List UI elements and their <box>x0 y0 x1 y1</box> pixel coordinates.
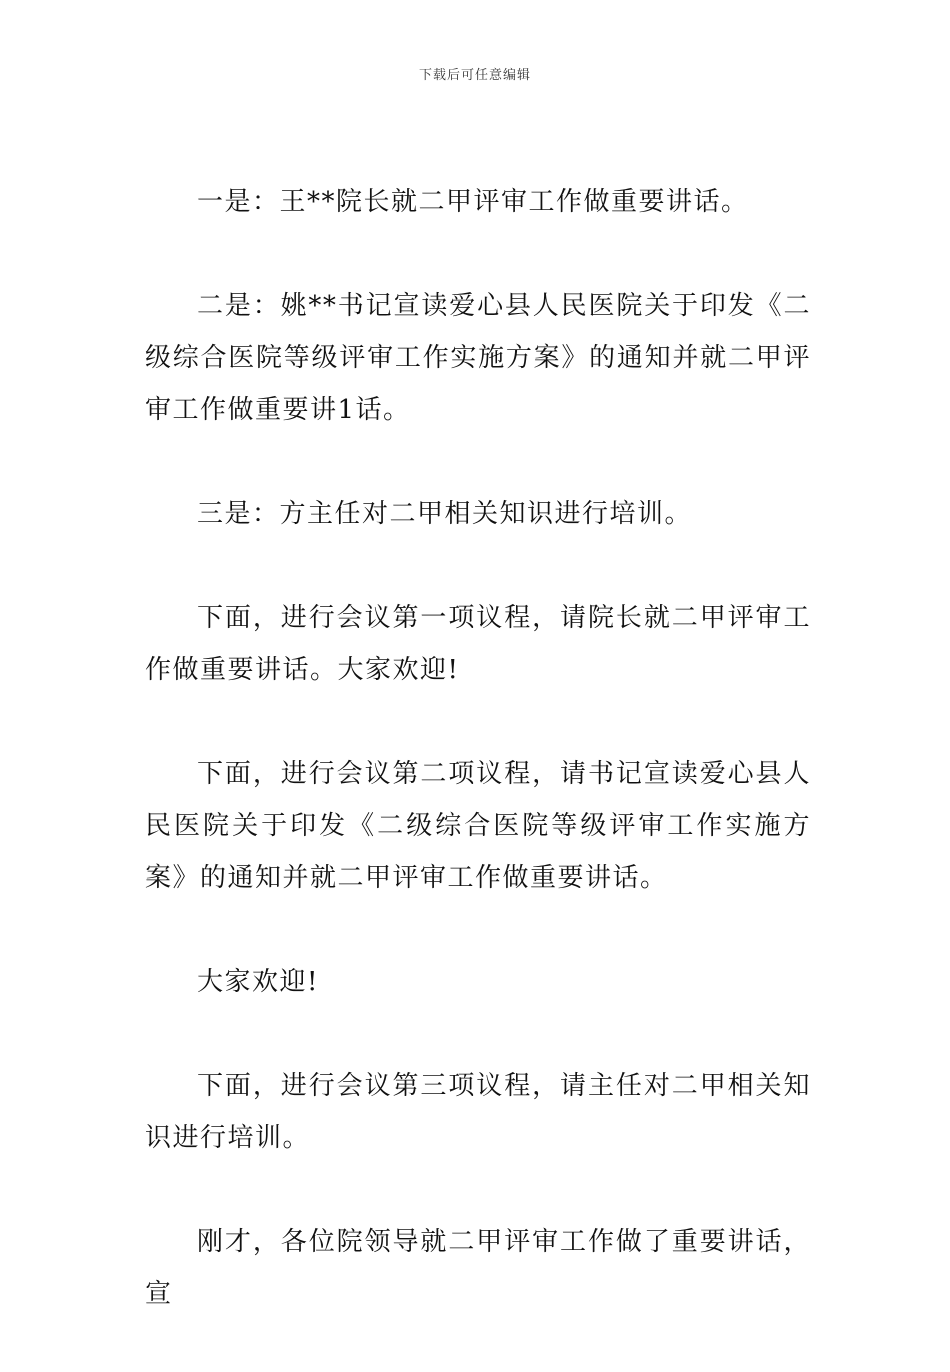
paragraph-3: 三是：方主任对二甲相关知识进行培训。 <box>197 499 693 529</box>
paragraph-4: 下面，进行会议第一项议程，请院长就二甲评审工作做重要讲话。大家欢迎! <box>145 603 811 685</box>
document-body <box>145 176 811 1372</box>
paragraph-8: 刚才，各位院领导就二甲评审工作做了重要讲话，宣 <box>145 1227 811 1309</box>
paragraph-2: 二是：姚**书记宣读爱心县人民医院关于印发《二级综合医院等级评审工作实施方案》的通知并就二甲评审工作做重要讲1话。 <box>145 291 811 425</box>
paragraph-5: 下面，进行会议第二项议程，请书记宣读爱心县人民医院关于印发《二级综合医院等级评审工作实施方案》的通知并就二甲评审工作做重要讲话。 <box>145 759 811 893</box>
paragraph-1: 一是：王**院长就二甲评审工作做重要讲话。 <box>197 187 749 217</box>
paragraph-6: 大家欢迎! <box>197 967 319 997</box>
page-header: 下载后可任意编辑 <box>418 68 531 83</box>
paragraph-7: 下面，进行会议第三项议程，请主任对二甲相关知识进行培训。 <box>145 1071 811 1153</box>
